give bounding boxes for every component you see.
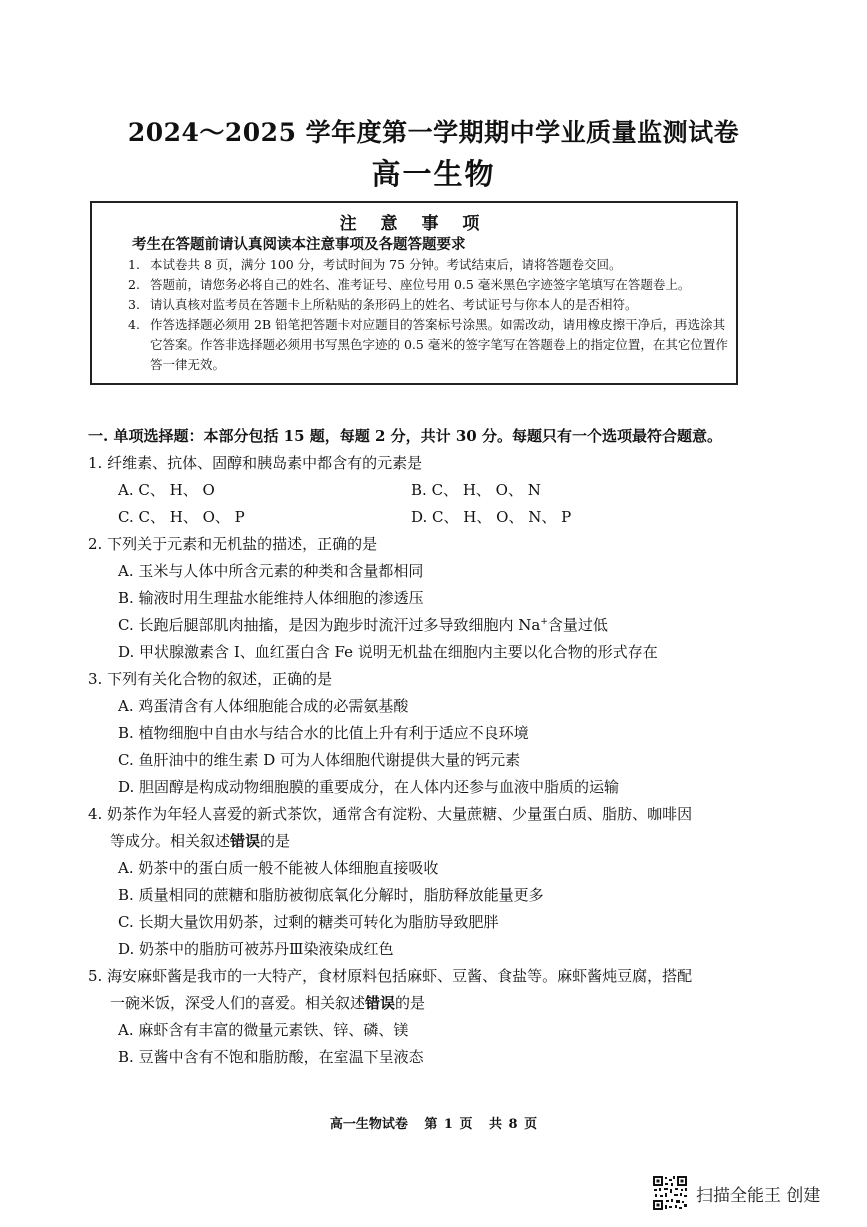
notice-item-number: 1. bbox=[128, 257, 140, 272]
option-row bbox=[88, 477, 748, 504]
question-number: 2. bbox=[88, 535, 103, 553]
footer-total: 共 8 页 bbox=[489, 1117, 538, 1132]
notice-item-text: 作答选择题必须用 2B 铅笔把答题卡对应题目的答案标号涂黑。如需改动，请用橡皮擦干净后，再选涂其它答案。作答非选择题必须用书写黑色字迹的 0.5 毫米的签字笔写在答题卷上的指定位置，在其它位置作答一律无效。 bbox=[150, 317, 728, 372]
option-c: C. 长跑后腿部肌肉抽搐，是因为跑步时流汗过多导致细胞内 Na+含量过低 bbox=[118, 616, 608, 634]
option-row bbox=[88, 504, 748, 531]
questions bbox=[88, 450, 748, 1071]
question-text: 下列有关化合物的叙述，正确的是 bbox=[107, 670, 333, 688]
option-b: B. 植物细胞中自由水与结合水的比值上升有利于适应不良环境 bbox=[118, 724, 529, 742]
watermark-text: 扫描全能王 创建 bbox=[696, 1186, 821, 1206]
option-d: D. C、 H、 O、 N、 P bbox=[411, 508, 572, 526]
option-a: A. C、 H、 O bbox=[118, 481, 215, 499]
notice-box bbox=[90, 201, 738, 385]
question-number: 3. bbox=[88, 670, 103, 688]
question-2 bbox=[88, 531, 748, 666]
notice-list bbox=[128, 255, 728, 375]
question-stem bbox=[88, 450, 748, 477]
notice-item bbox=[128, 255, 728, 275]
question-5 bbox=[88, 963, 748, 1071]
section-heading: 一. 单项选择题：本部分包括 15 题，每题 2 分，共计 30 分。每题只有一个选项最符合题意。 bbox=[88, 427, 722, 445]
question-stem bbox=[88, 531, 748, 558]
notice-item-text: 请认真核对监考员在答题卡上所粘贴的条形码上的姓名、考试证号与你本人的是否相符。 bbox=[150, 297, 638, 312]
question-number: 4. bbox=[88, 805, 103, 823]
exam-title: 2024～2025 学年度第一学期期中学业质量监测试卷 bbox=[127, 118, 740, 147]
question-number: 5. bbox=[88, 967, 103, 985]
option-b: B. 豆酱中含有不饱和脂肪酸，在室温下呈液态 bbox=[118, 1048, 424, 1066]
question-text: 纤维素、抗体、固醇和胰岛素中都含有的元素是 bbox=[107, 454, 423, 472]
option-b: B. C、 H、 O、 N bbox=[411, 481, 541, 499]
page-footer bbox=[0, 1113, 867, 1132]
footer-subject: 高一生物试卷 bbox=[329, 1117, 408, 1132]
option-d: D. 胆固醇是构成动物细胞膜的重要成分，在人体内还参与血液中脂质的运输 bbox=[118, 778, 620, 796]
option-b: B. 质量相同的蔗糖和脂肪被彻底氧化分解时，脂肪释放能量更多 bbox=[118, 886, 544, 904]
notice-item-text: 答题前，请您务必将自己的姓名、准考证号、座位号用 0.5 毫米黑色字迹签字笔填写在答题卷上。 bbox=[150, 277, 691, 292]
exam-subject: 高一生物 bbox=[371, 157, 496, 191]
notice-item bbox=[128, 295, 728, 315]
qr-code-icon bbox=[652, 1175, 688, 1211]
notice-item-text: 本试卷共 8 页，满分 100 分，考试时间为 75 分钟。考试结束后，请将答题卷交回。 bbox=[150, 257, 622, 272]
option-a: A. 麻虾含有丰富的微量元素铁、锌、磷、镁 bbox=[118, 1021, 409, 1039]
question-1 bbox=[88, 450, 748, 531]
option-a: A. 鸡蛋清含有人体细胞能合成的必需氨基酸 bbox=[118, 697, 409, 715]
option-a: A. 玉米与人体中所含元素的种类和含量都相同 bbox=[118, 562, 424, 580]
notice-heading: 注 意 事 项 bbox=[339, 214, 489, 234]
emphasis-wrong: 错误 bbox=[230, 832, 261, 850]
emphasis-wrong: 错误 bbox=[365, 994, 396, 1012]
question-stem bbox=[88, 801, 748, 828]
question-3 bbox=[88, 666, 748, 801]
question-text: 海安麻虾酱是我市的一大特产，食材原料包括麻虾、豆酱、食盐等。麻虾酱炖豆腐，搭配 bbox=[107, 967, 693, 985]
question-stem bbox=[88, 963, 748, 990]
option-c: C. 长期大量饮用奶茶，过剩的糖类可转化为脂肪导致肥胖 bbox=[118, 913, 499, 931]
question-number: 1. bbox=[88, 454, 103, 472]
notice-subheading: 考生在答题前请认真阅读本注意事项及各题答题要求 bbox=[132, 236, 466, 253]
question-stem-continued: 等成分。相关叙述错误的是 bbox=[110, 832, 291, 850]
scanner-watermark bbox=[652, 1175, 862, 1215]
notice-item bbox=[128, 315, 728, 375]
footer-page: 第 1 页 bbox=[424, 1117, 473, 1132]
superscript-plus: + bbox=[540, 617, 548, 627]
option-d: D. 甲状腺激素含 I、血红蛋白含 Fe 说明无机盐在细胞内主要以化合物的形式存在 bbox=[118, 643, 658, 661]
question-stem-continued: 一碗米饭，深受人们的喜爱。相关叙述错误的是 bbox=[110, 994, 426, 1012]
question-4 bbox=[88, 801, 748, 963]
notice-item-number: 3. bbox=[128, 297, 140, 312]
question-stem bbox=[88, 666, 748, 693]
question-text: 奶茶作为年轻人喜爱的新式茶饮，通常含有淀粉、大量蔗糖、少量蛋白质、脂肪、咖啡因 bbox=[107, 805, 693, 823]
option-a: A. 奶茶中的蛋白质一般不能被人体细胞直接吸收 bbox=[118, 859, 439, 877]
option-d: D. 奶茶中的脂肪可被苏丹Ⅲ染液染成红色 bbox=[118, 940, 394, 958]
option-c: C. 鱼肝油中的维生素 D 可为人体细胞代谢提供大量的钙元素 bbox=[118, 751, 521, 769]
notice-item bbox=[128, 275, 728, 295]
option-b: B. 输液时用生理盐水能维持人体细胞的渗透压 bbox=[118, 589, 424, 607]
question-text: 下列关于元素和无机盐的描述，正确的是 bbox=[107, 535, 378, 553]
notice-item-number: 2. bbox=[128, 277, 140, 292]
notice-item-number: 4. bbox=[128, 317, 140, 332]
option-c: C. C、 H、 O、 P bbox=[118, 508, 245, 526]
